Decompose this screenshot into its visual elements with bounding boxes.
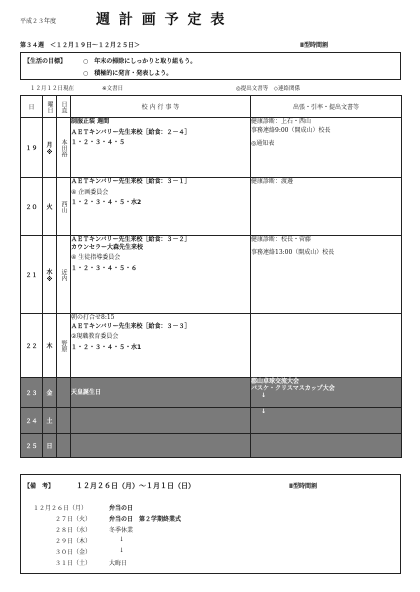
duty-person: [57, 434, 71, 458]
col-events: 校 内 行 事 等: [71, 96, 251, 118]
day-of-week: 水 ※: [43, 236, 57, 314]
note-text: 大晦日: [109, 560, 128, 567]
page-title: 週 計 画 予 定 表: [96, 12, 227, 28]
fiscal-year: 平成２３年度: [20, 18, 57, 25]
note-date: ２８日（水）: [55, 527, 92, 534]
events-cell: 制服正装 週間 ＡＥＴキンバリー先生来校［給食：２－４］ １・２・３・４・５: [71, 118, 251, 178]
external-cell: 健康診断：渡邊: [251, 178, 402, 236]
table-header-row: [21, 96, 402, 118]
table-row: [21, 178, 402, 236]
table-row: [21, 434, 402, 458]
goal-item: ○ 積極的に発言・発表しよう。: [83, 70, 173, 77]
doc-date-note: ※文書日: [102, 86, 124, 92]
note-text: ↓: [119, 536, 125, 543]
as-of-date: １２月１２日現在: [30, 86, 75, 92]
note-text: 冬季休業: [109, 527, 134, 534]
note-date: ２９日（木）: [55, 538, 92, 545]
schedule-type: Ⅱ型時間割: [300, 42, 328, 49]
table-row: [21, 236, 402, 314]
goals-label: 【生活の目標】: [24, 58, 67, 65]
goal-item: ○ 年末の掃除にしっかりと取り組もう。: [83, 58, 197, 65]
notes-box: [20, 474, 401, 574]
note-text: 弁当の日 第２学期終業式: [109, 516, 182, 523]
note-text: ↓: [119, 547, 125, 554]
note-date: ２７日（火）: [55, 516, 92, 523]
day-of-week: 日: [43, 434, 57, 458]
events-cell: [71, 408, 251, 434]
duty-person: 本田裕: [57, 118, 71, 178]
day-number: ２２: [21, 314, 43, 378]
weekly-schedule-table: [20, 95, 402, 458]
day-number: ２１: [21, 236, 43, 314]
table-row: [21, 408, 402, 434]
notes-schedule-type: Ⅱ型時間割: [289, 483, 317, 490]
note-text: 弁当の日: [109, 505, 134, 512]
day-of-week: 金: [43, 378, 57, 408]
table-row: [21, 118, 402, 178]
duty-person: 近内: [57, 236, 71, 314]
day-of-week: 木: [43, 314, 57, 378]
table-row: [21, 314, 402, 378]
duty-person: 野原: [57, 314, 71, 378]
external-cell: ↓: [251, 408, 402, 434]
duty-person: [57, 378, 71, 408]
duty-person: 西山: [57, 178, 71, 236]
events-cell: ＡＥＴキンバリー先生来校［給食：３－１］ ④ 企画委員会 １・２・３・４・５・水2: [71, 178, 251, 236]
day-number: ２５: [21, 434, 43, 458]
day-of-week: 月 ※: [43, 118, 57, 178]
external-cell: [251, 314, 402, 378]
col-dow: 曜日: [43, 96, 57, 118]
events-cell: [71, 434, 251, 458]
table-row: [21, 378, 402, 408]
day-number: ２３: [21, 378, 43, 408]
note-date: １２月２６日（月）: [33, 505, 88, 512]
day-number: ２４: [21, 408, 43, 434]
external-cell: 郡山卓球交流大会 バスケ・クリスマスカップ大会 ↓: [251, 378, 402, 408]
life-goals-box: [20, 52, 401, 80]
events-cell: 朝の打合せ8:15 ＡＥＴキンバリー先生来校［給食：３－３］ ②現職教育委員会 １・２・３・４・５・水1: [71, 314, 251, 378]
external-cell: 健康診断：校長・菅藤 事務連絡13:00（開成山）校長: [251, 236, 402, 314]
day-of-week: 土: [43, 408, 57, 434]
external-cell: 健康診断：上石・西山 事務連絡9:00（開成山）校長 ◎通知表: [251, 118, 402, 178]
legend-submit: ◎提出文書等 ◇連絡関係: [236, 86, 301, 92]
duty-person: [57, 408, 71, 434]
week-range: 第３４週 ＜１２月１９日～１２月２５日＞: [20, 42, 141, 49]
day-number: ２０: [21, 178, 43, 236]
col-duty: 日直: [57, 96, 71, 118]
col-external: 出張・引率・提出文書等: [251, 96, 402, 118]
note-date: ３０日（金）: [55, 549, 92, 556]
col-day: 日: [21, 96, 43, 118]
notes-range: １２月２６日（月）～１月１日（日）: [76, 482, 195, 490]
external-cell: [251, 434, 402, 458]
day-number: １９: [21, 118, 43, 178]
events-cell: 天皇誕生日: [71, 378, 251, 408]
day-of-week: 火: [43, 178, 57, 236]
events-cell: ＡＥＴキンバリー先生来校［給食：３－２］ カウンセラー大森先生来校 ④ 生徒指導委員会 １・２・３・４・５・６: [71, 236, 251, 314]
note-date: ３１日（土）: [55, 560, 92, 567]
notes-label: 【備 考】: [24, 483, 55, 490]
